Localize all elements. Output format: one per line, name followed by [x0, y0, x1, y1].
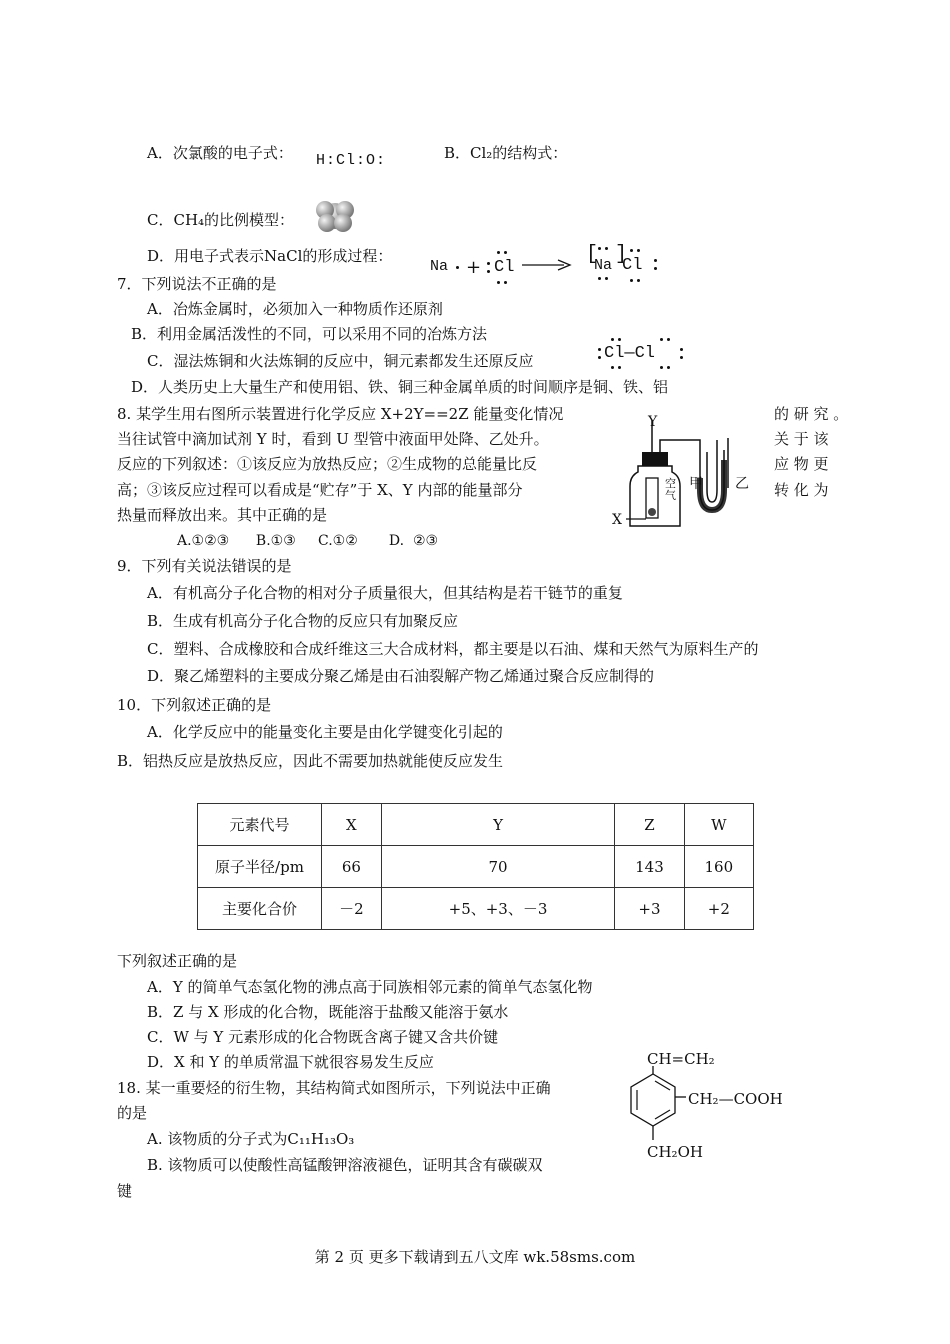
- q8-line-4: 高；③该反应过程可以看成是“贮存”于 X、Y 内部的能量部分: [117, 481, 523, 499]
- fig-label-x: X: [612, 512, 622, 528]
- cl2-structural-formula: Cl—Cl: [604, 344, 656, 363]
- table-cell: －2: [322, 888, 382, 930]
- q18-line-1: 18. 某一重要烃的衍生物，其结构简式如图所示，下列说法中正确: [117, 1079, 551, 1097]
- bracket-right-1: ]: [615, 243, 628, 266]
- nacl-product-na: Na: [594, 257, 613, 274]
- q10-option-a: A．化学反应中的能量变化主要是由化学键变化引起的: [147, 723, 503, 741]
- table-cell: Z: [615, 804, 684, 846]
- q18-option-b: B. 该物质可以使酸性高锰酸钾溶液褪色，证明其含有碳碳双: [147, 1156, 543, 1174]
- table-cell: X: [322, 804, 382, 846]
- bracket-left-1: [: [586, 243, 599, 266]
- q10-option-b: B．铝热反应是放热反应，因此不需要加热就能使反应发生: [117, 752, 504, 770]
- page-footer: 第 2 页 更多下载请到五八文库 wk.58sms.com: [314, 1248, 636, 1266]
- q6-option-d: D．用电子式表示NaCl的形成过程：: [147, 247, 393, 265]
- table-question-option-a: A．Y 的简单气态氢化物的沸点高于同族相邻元素的简单气态氢化物: [147, 978, 593, 996]
- q7-stem: 7．下列说法不正确的是: [117, 275, 277, 293]
- fig-label-air: 空气: [665, 477, 676, 502]
- table-question-stem: 下列叙述正确的是: [117, 952, 238, 970]
- q8-line-1: 8. 某学生用右图所示装置进行化学反应 X+2Y==2Z 能量变化情况: [117, 405, 564, 423]
- table-question-option-c: C．W 与 Y 元素形成的化合物既含离子键又含共价键: [147, 1028, 499, 1046]
- table-cell: 原子半径/pm: [198, 846, 322, 888]
- q9-option-a: A．有机高分子化合物的相对分子质量很大，但其结构是若干链节的重复: [147, 584, 623, 602]
- q18-line-2: 的是: [117, 1104, 148, 1122]
- q8-line-3-right: 应 物 更: [774, 455, 829, 473]
- nacl-plus-sign: +: [466, 257, 482, 278]
- table-cell: 143: [615, 846, 684, 888]
- q8-line-2: 当往试管中滴加试剂 Y 时，看到 U 型管中液面甲处降、乙处升。: [117, 430, 549, 448]
- table-row: [198, 888, 754, 930]
- q18-option-b-cont: 键: [117, 1182, 133, 1200]
- table-cell: +3: [615, 888, 684, 930]
- table-row: [198, 804, 754, 846]
- q6-option-a: A．次氯酸的电子式：: [147, 144, 293, 162]
- nacl-reactant-cl: Cl: [494, 258, 515, 277]
- q7-option-c: C．湿法炼铜和火法炼铜的反应中，铜元素都发生还原反应: [147, 352, 534, 370]
- q7-option-b: B．利用金属活泼性的不同，可以采用不同的冶炼方法: [131, 325, 488, 343]
- structure-label-vinyl: CH=CH₂: [647, 1050, 715, 1068]
- q8-options: A.①②③ B.①③ C.①② D. ②③: [177, 533, 439, 549]
- table-question-option-b: B．Z 与 X 形成的化合物，既能溶于盐酸又能溶于氨水: [147, 1003, 509, 1021]
- ch4-model-image: [312, 196, 358, 234]
- fig-label-jia: 甲: [689, 476, 703, 492]
- hclo-electron-formula: H:Cl:O:: [316, 152, 387, 169]
- q7-option-a: A．冶炼金属时，必须加入一种物质作还原剂: [147, 300, 443, 318]
- element-table: [197, 803, 754, 930]
- q9-option-c: C．塑料、合成橡胶和合成纤维这三大合成材料，都主要是以石油、煤和天然气为原料生产的: [147, 640, 759, 658]
- q8-line-4-right: 转 化 为: [774, 481, 829, 499]
- table-cell: 66: [322, 846, 382, 888]
- table-cell: 元素代号: [198, 804, 322, 846]
- fig-label-y: Y: [648, 414, 658, 430]
- structure-label-alcohol: CH₂OH: [647, 1143, 703, 1161]
- table-cell: 160: [684, 846, 753, 888]
- q10-stem: 10．下列叙述正确的是: [117, 696, 272, 714]
- q8-line-2-right: 关 于 该: [774, 430, 829, 448]
- structure-label-acid: CH₂—COOH: [688, 1090, 783, 1108]
- table-question-option-d: D．X 和 Y 的单质常温下就很容易发生反应: [147, 1053, 434, 1071]
- q8-line-1-right: 的 研 究 。: [774, 405, 849, 423]
- table-cell: 70: [381, 846, 614, 888]
- apparatus-diagram: [610, 408, 750, 538]
- table-cell: +5、+3、－3: [381, 888, 614, 930]
- q8-line-5: 热量而释放出来。其中正确的是: [117, 506, 328, 524]
- fig-label-yi: 乙: [735, 476, 749, 492]
- table-cell: +2: [684, 888, 753, 930]
- nacl-reactant-na: Na: [430, 258, 449, 275]
- q9-option-d: D．聚乙烯塑料的主要成分聚乙烯是由石油裂解产物乙烯通过聚合反应制得的: [147, 667, 655, 685]
- q6-option-c: C．CH₄的比例模型：: [147, 211, 295, 229]
- table-row: [198, 846, 754, 888]
- q7-option-d: D．人类历史上大量生产和使用铝、铁、铜三种金属单质的时间顺序是铜、铁、铝: [131, 378, 669, 396]
- q9-stem: 9．下列有关说法错误的是: [117, 557, 292, 575]
- nacl-product-cl: Cl: [622, 256, 643, 275]
- table-cell: Y: [381, 804, 614, 846]
- table-cell: 主要化合价: [198, 888, 322, 930]
- q18-option-a: A. 该物质的分子式为C₁₁H₁₃O₃: [147, 1130, 355, 1148]
- table-cell: W: [684, 804, 753, 846]
- q9-option-b: B．生成有机高分子化合物的反应只有加聚反应: [147, 612, 459, 630]
- benzene-ring-structure: [628, 1066, 688, 1146]
- reaction-arrow: [520, 258, 572, 272]
- q6-option-b: B．Cl₂的结构式：: [444, 144, 568, 162]
- q8-line-3: 反应的下列叙述：①该反应为放热反应；②生成物的总能量比反: [117, 455, 538, 473]
